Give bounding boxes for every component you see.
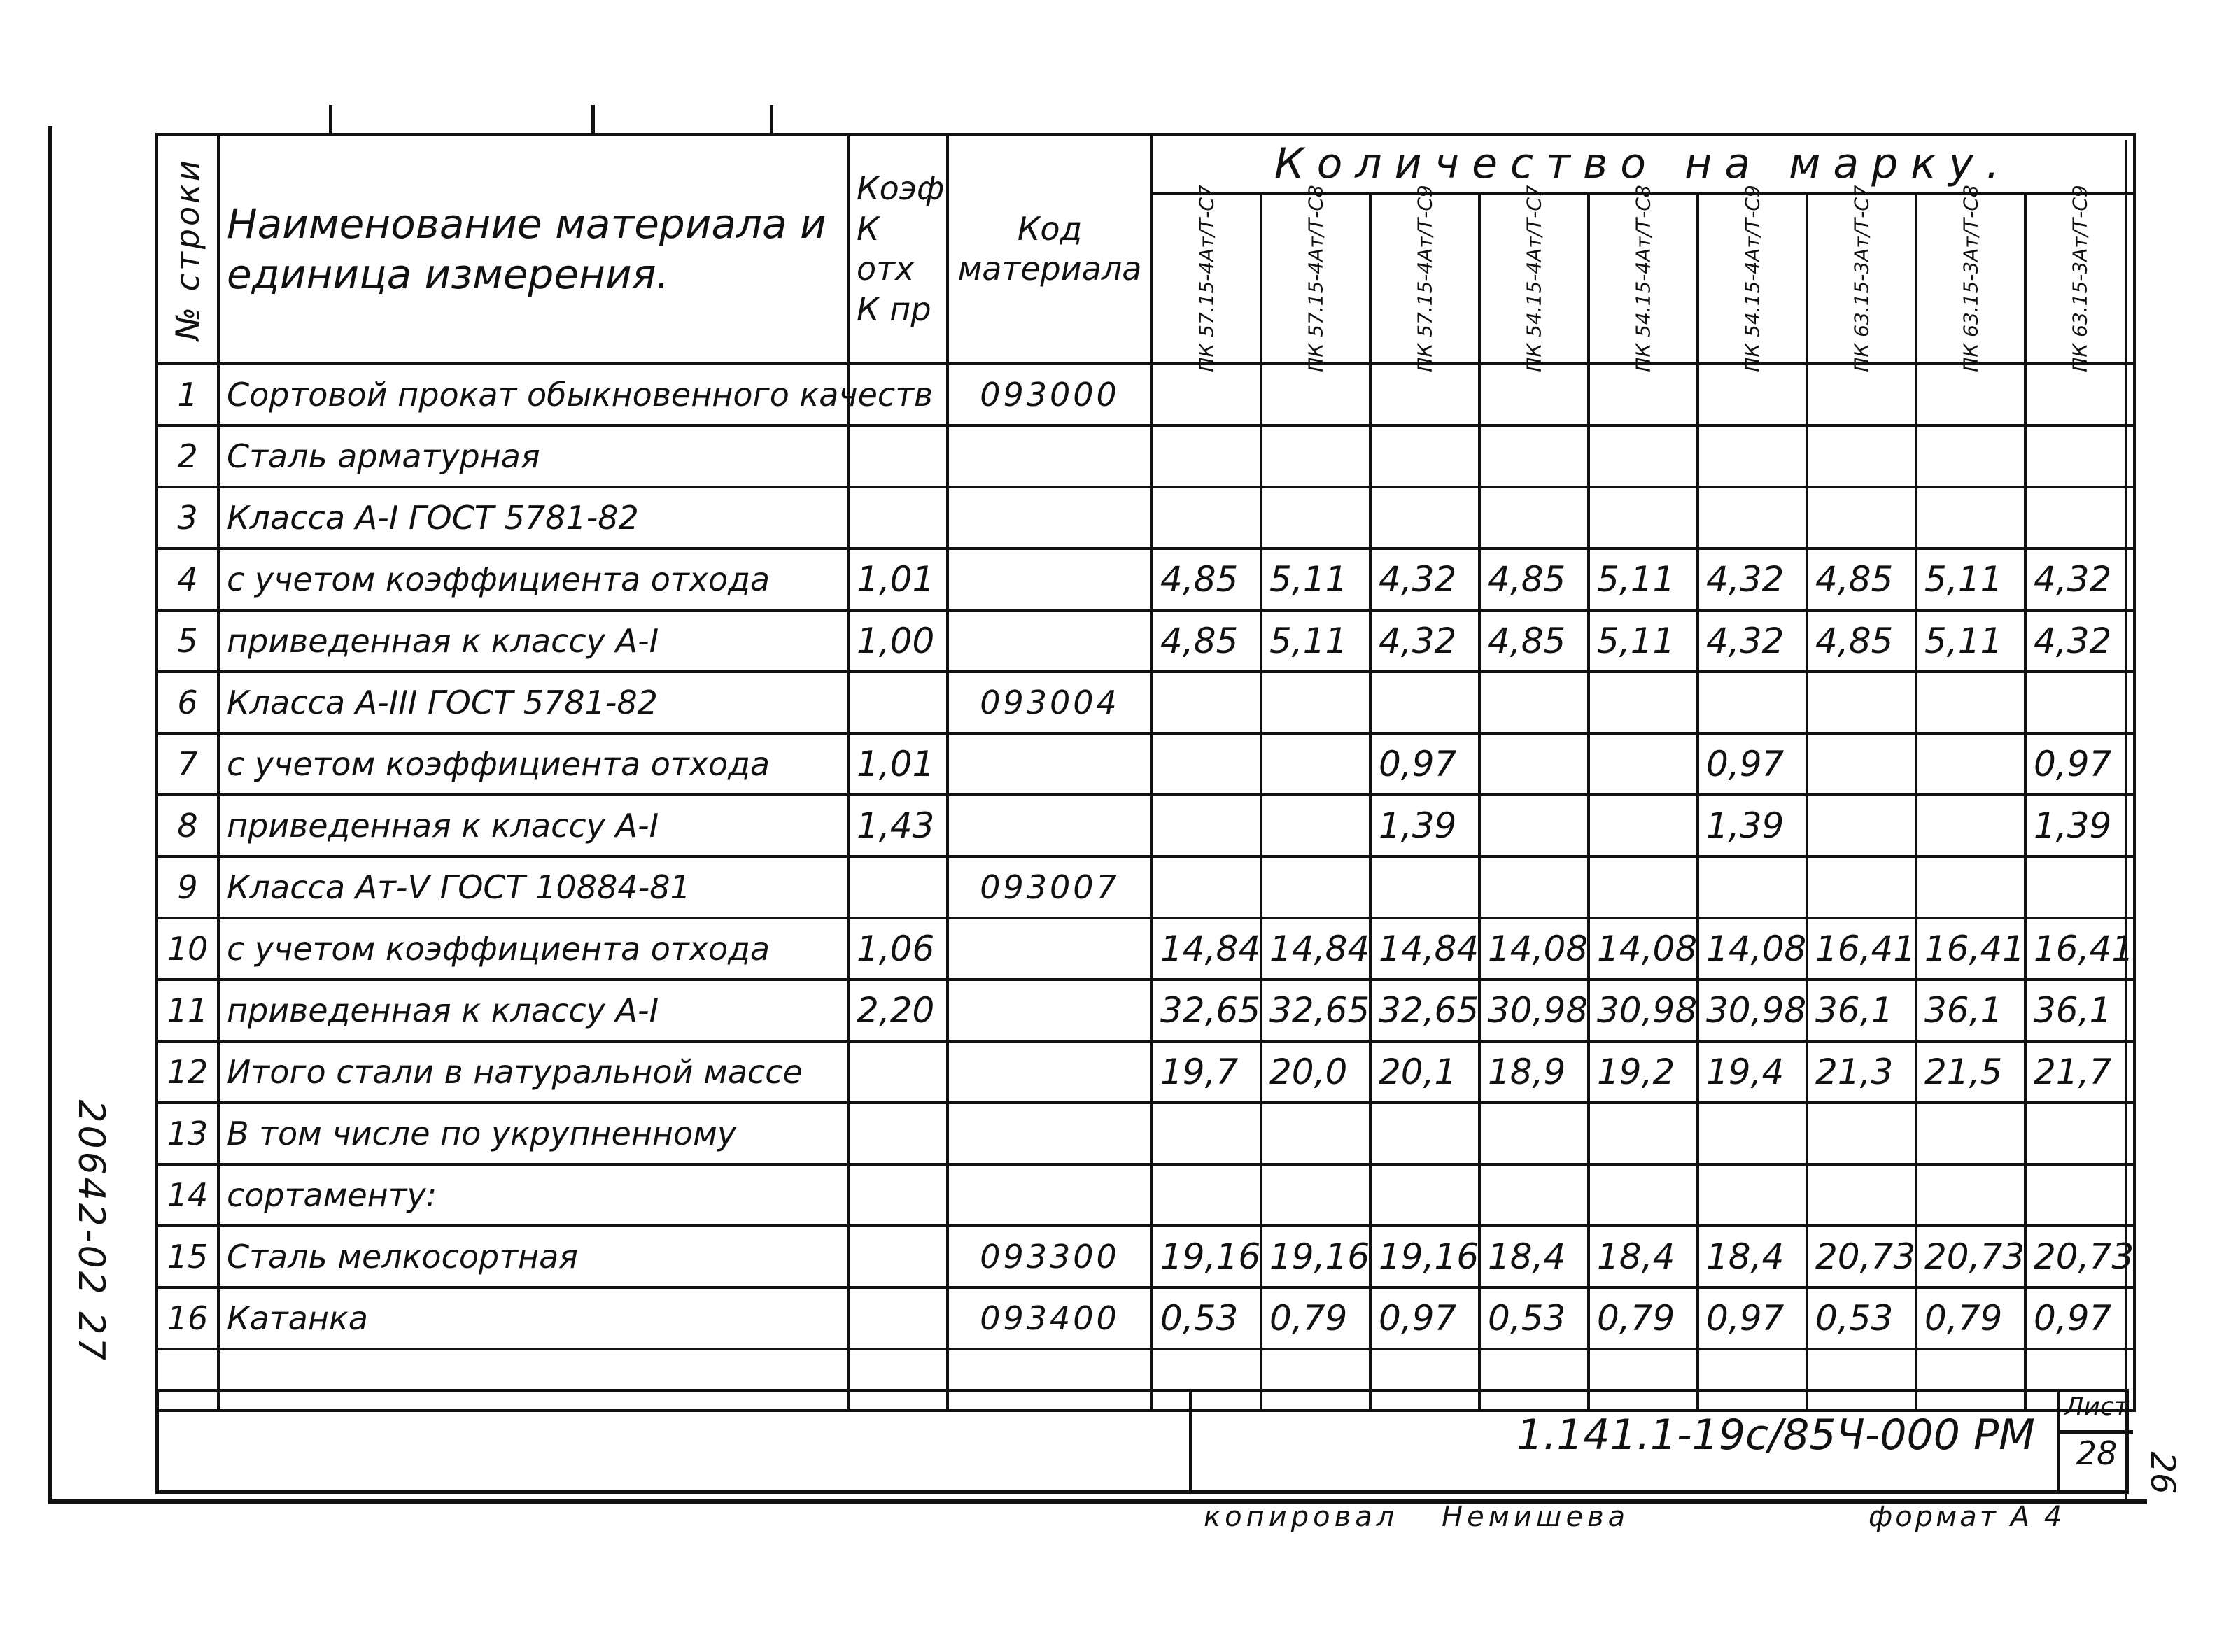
material-name-cell: Итого стали в натуральной массе bbox=[218, 1041, 848, 1103]
row-number-cell: 13 bbox=[157, 1103, 218, 1164]
frame-tick bbox=[591, 105, 595, 133]
quantity-cell bbox=[1807, 1164, 1916, 1226]
quantity-cell bbox=[1370, 856, 1479, 918]
quantity-cell: 14,84 bbox=[1370, 918, 1479, 980]
coefficient-cell bbox=[848, 856, 948, 918]
quantity-cell bbox=[1152, 795, 1261, 856]
table-row bbox=[157, 1041, 2134, 1103]
quantity-cell bbox=[1370, 672, 1479, 733]
quantity-cell: 4,32 bbox=[1370, 610, 1479, 672]
row-number-cell: 4 bbox=[157, 549, 218, 610]
title-block-divider bbox=[1189, 1392, 1192, 1490]
quantity-cell: 14,84 bbox=[1152, 918, 1261, 980]
quantity-cell bbox=[1589, 364, 1698, 425]
quantity-cell: 19,2 bbox=[1589, 1041, 1698, 1103]
quantity-cell bbox=[1479, 733, 1589, 795]
quantity-cell bbox=[1261, 1164, 1370, 1226]
quantity-cell: 19,4 bbox=[1698, 1041, 1807, 1103]
quantity-cell bbox=[1261, 1103, 1370, 1164]
material-code-cell bbox=[948, 487, 1152, 549]
coefficient-cell: 2,20 bbox=[848, 980, 948, 1041]
row-number-cell: 5 bbox=[157, 610, 218, 672]
quantity-cell bbox=[1698, 856, 1807, 918]
mark-header bbox=[1370, 185, 1479, 372]
quantity-cell: 21,5 bbox=[1916, 1041, 2025, 1103]
frame-tick bbox=[329, 105, 332, 133]
mark-label: ПК 63.15-3Aт/Т-С8 bbox=[1959, 185, 1983, 372]
coefficient-cell bbox=[848, 672, 948, 733]
mark-header bbox=[1152, 185, 1261, 372]
quantity-cell bbox=[1698, 487, 1807, 549]
quantity-cell: 14,08 bbox=[1589, 918, 1698, 980]
mark-header bbox=[1589, 185, 1698, 372]
quantity-cell: 0,97 bbox=[1698, 1287, 1807, 1349]
table-row bbox=[157, 918, 2134, 980]
row-number-cell: 6 bbox=[157, 672, 218, 733]
quantity-cell bbox=[1479, 425, 1589, 487]
quantity-cell bbox=[1152, 733, 1261, 795]
quantity-cell bbox=[1589, 487, 1698, 549]
row-number-cell: 8 bbox=[157, 795, 218, 856]
row-number-header bbox=[157, 134, 218, 364]
quantity-cell: 30,98 bbox=[1479, 980, 1589, 1041]
coefficient-cell bbox=[848, 1041, 948, 1103]
material-code-cell bbox=[948, 610, 1152, 672]
format-label: формат А 4 bbox=[1868, 1501, 2065, 1533]
quantity-cell bbox=[1589, 1103, 1698, 1164]
material-code-cell: 093300 bbox=[948, 1226, 1152, 1287]
quantity-cell bbox=[1698, 1164, 1807, 1226]
material-code-cell bbox=[948, 1041, 1152, 1103]
quantity-cell: 4,32 bbox=[2025, 549, 2134, 610]
coefficient-cell bbox=[848, 1287, 948, 1349]
quantity-cell bbox=[1261, 733, 1370, 795]
row-number-cell: 11 bbox=[157, 980, 218, 1041]
row-number-cell: 12 bbox=[157, 1041, 218, 1103]
quantity-cell bbox=[2025, 1103, 2134, 1164]
quantity-cell bbox=[2025, 487, 2134, 549]
quantity-cell: 18,4 bbox=[1589, 1226, 1698, 1287]
quantity-cell: 19,16 bbox=[1152, 1226, 1261, 1287]
material-name-cell: В том числе по укрупненному bbox=[218, 1103, 848, 1164]
materials-table-body bbox=[157, 364, 2134, 1411]
quantity-cell: 30,98 bbox=[1698, 980, 1807, 1041]
side-inventory-code-text: 20642-02 27 bbox=[70, 1099, 112, 1364]
quantity-cell: 16,41 bbox=[1916, 918, 2025, 980]
quantity-cell: 21,7 bbox=[2025, 1041, 2134, 1103]
quantity-cell bbox=[1916, 364, 2025, 425]
table-row bbox=[157, 549, 2134, 610]
sheet-box bbox=[2057, 1392, 2133, 1490]
table-row bbox=[157, 364, 2134, 425]
coefficient-cell: 1,01 bbox=[848, 549, 948, 610]
quantity-cell bbox=[1261, 672, 1370, 733]
quantity-cell bbox=[1152, 487, 1261, 549]
mark-label: ПК 63.15-3Aт/Т-С7 bbox=[1850, 185, 1873, 372]
material-code-cell bbox=[948, 795, 1152, 856]
quantity-cell: 1,39 bbox=[1698, 795, 1807, 856]
coefficient-cell: 1,00 bbox=[848, 610, 948, 672]
quantity-cell bbox=[2025, 672, 2134, 733]
quantity-cell bbox=[1698, 672, 1807, 733]
material-name-cell: приведенная к классу А-I bbox=[218, 980, 848, 1041]
quantity-cell bbox=[1589, 795, 1698, 856]
quantity-cell bbox=[1479, 672, 1589, 733]
quantity-cell bbox=[1916, 1103, 2025, 1164]
material-code-cell bbox=[948, 425, 1152, 487]
quantity-cell: 4,85 bbox=[1152, 549, 1261, 610]
quantity-cell: 4,85 bbox=[1152, 610, 1261, 672]
quantity-cell bbox=[1698, 425, 1807, 487]
quantity-cell: 0,53 bbox=[1479, 1287, 1589, 1349]
quantity-cell: 0,97 bbox=[1370, 1287, 1479, 1349]
mark-label: ПК 57.15-4Aт/Т-С8 bbox=[1304, 185, 1328, 372]
quantity-cell bbox=[1589, 425, 1698, 487]
mark-label: ПК 63.15-3Aт/Т-С9 bbox=[2068, 185, 2092, 372]
quantity-cell: 21,3 bbox=[1807, 1041, 1916, 1103]
quantity-cell bbox=[1916, 1164, 2025, 1226]
copied-by-label: копировал bbox=[1204, 1501, 1399, 1533]
coefficient-cell: 1,01 bbox=[848, 733, 948, 795]
quantity-cell bbox=[1916, 672, 2025, 733]
material-name-header-label: Наименование материала и единица измерения. bbox=[227, 199, 826, 298]
quantity-cell bbox=[1589, 856, 1698, 918]
quantity-cell bbox=[2025, 364, 2134, 425]
quantity-cell bbox=[1261, 856, 1370, 918]
quantity-cell bbox=[1916, 795, 2025, 856]
quantity-cell: 5,11 bbox=[1261, 610, 1370, 672]
quantity-cell: 0,79 bbox=[1589, 1287, 1698, 1349]
quantity-cell bbox=[1589, 733, 1698, 795]
quantity-cell: 20,0 bbox=[1261, 1041, 1370, 1103]
materials-table bbox=[155, 133, 2136, 1412]
quantity-cell: 18,4 bbox=[1698, 1226, 1807, 1287]
quantity-cell bbox=[2025, 856, 2134, 918]
row-number-cell: 9 bbox=[157, 856, 218, 918]
quantity-cell bbox=[1589, 672, 1698, 733]
material-name-header bbox=[218, 134, 848, 364]
frame-tick bbox=[770, 105, 773, 133]
quantity-cell: 18,9 bbox=[1479, 1041, 1589, 1103]
corner-page-number-text: 26 bbox=[2143, 1451, 2182, 1495]
quantity-cell: 18,4 bbox=[1479, 1226, 1589, 1287]
coefficient-cell bbox=[848, 1164, 948, 1226]
quantity-cell bbox=[1589, 1164, 1698, 1226]
material-name-cell: с учетом коэффициента отхода bbox=[218, 918, 848, 980]
quantity-cell: 20,73 bbox=[1916, 1226, 2025, 1287]
quantity-cell: 16,41 bbox=[2025, 918, 2134, 980]
quantity-cell: 0,97 bbox=[1698, 733, 1807, 795]
row-number-header-label: № строки bbox=[169, 157, 206, 341]
material-code-cell bbox=[948, 918, 1152, 980]
quantity-cell bbox=[1152, 856, 1261, 918]
table-row bbox=[157, 1164, 2134, 1226]
quantity-cell: 0,97 bbox=[2025, 1287, 2134, 1349]
row-number-cell: 16 bbox=[157, 1287, 218, 1349]
quantity-cell bbox=[1370, 487, 1479, 549]
quantity-cell: 5,11 bbox=[1589, 610, 1698, 672]
document-code: 1.141.1-19с/85Ч-000 РМ bbox=[1516, 1411, 2035, 1460]
quantity-cell: 4,85 bbox=[1479, 610, 1589, 672]
quantity-cell bbox=[1261, 364, 1370, 425]
coefficient-cell: 1,06 bbox=[848, 918, 948, 980]
material-name-cell: Класса А-III ГОСТ 5781-82 bbox=[218, 672, 848, 733]
material-code-cell bbox=[948, 1164, 1152, 1226]
quantity-cell bbox=[1479, 1164, 1589, 1226]
mark-header bbox=[1479, 185, 1589, 372]
quantity-cell bbox=[1370, 1103, 1479, 1164]
row-number-cell: 3 bbox=[157, 487, 218, 549]
table-row bbox=[157, 672, 2134, 733]
mark-label: ПК 57.15-4Aт/Т-С7 bbox=[1195, 185, 1218, 372]
quantity-cell: 20,73 bbox=[2025, 1226, 2134, 1287]
mark-label: ПК 57.15-4Aт/Т-С9 bbox=[1413, 185, 1437, 372]
sheet-label: Лист bbox=[2060, 1392, 2133, 1434]
title-block bbox=[155, 1389, 2129, 1494]
quantity-cell: 0,97 bbox=[1370, 733, 1479, 795]
quantity-cell bbox=[1916, 856, 2025, 918]
table-row bbox=[157, 856, 2134, 918]
quantity-cell bbox=[1370, 364, 1479, 425]
material-name-cell: сортаменту: bbox=[218, 1164, 848, 1226]
material-code-cell: 093400 bbox=[948, 1287, 1152, 1349]
quantity-cell bbox=[1807, 487, 1916, 549]
corner-page-number bbox=[2141, 1441, 2183, 1504]
mark-label: ПК 54.15-4Aт/Т-С8 bbox=[1631, 185, 1655, 372]
quantity-cell bbox=[1261, 487, 1370, 549]
quantity-cell: 36,1 bbox=[1807, 980, 1916, 1041]
table-row bbox=[157, 1226, 2134, 1287]
quantity-cell: 19,16 bbox=[1261, 1226, 1370, 1287]
material-code-cell: 093004 bbox=[948, 672, 1152, 733]
quantity-cell bbox=[2025, 425, 2134, 487]
table-row bbox=[157, 980, 2134, 1041]
material-name-cell: приведенная к классу А-I bbox=[218, 795, 848, 856]
quantity-cell bbox=[1370, 425, 1479, 487]
table-row bbox=[157, 733, 2134, 795]
coefficient-cell: 1,43 bbox=[848, 795, 948, 856]
quantity-cell bbox=[1916, 425, 2025, 487]
mark-label: ПК 54.15-4Aт/Т-С9 bbox=[1740, 185, 1764, 372]
mark-header bbox=[2025, 185, 2134, 372]
material-name-cell: Катанка bbox=[218, 1287, 848, 1349]
quantity-cell: 4,85 bbox=[1479, 549, 1589, 610]
material-code-cell bbox=[948, 549, 1152, 610]
material-name-cell: Сталь арматурная bbox=[218, 425, 848, 487]
mark-header bbox=[1261, 185, 1370, 372]
material-name-cell: с учетом коэффициента отхода bbox=[218, 549, 848, 610]
quantity-cell bbox=[1807, 364, 1916, 425]
table-row bbox=[157, 795, 2134, 856]
quantity-cell bbox=[2025, 1164, 2134, 1226]
quantity-cell: 0,97 bbox=[2025, 733, 2134, 795]
coefficient-cell bbox=[848, 425, 948, 487]
quantity-cell bbox=[1152, 1164, 1261, 1226]
quantity-cell: 5,11 bbox=[1589, 549, 1698, 610]
material-code-header-label: Код материала bbox=[957, 209, 1142, 288]
quantity-cell: 19,7 bbox=[1152, 1041, 1261, 1103]
quantity-cell: 36,1 bbox=[1916, 980, 2025, 1041]
quantity-cell bbox=[1698, 364, 1807, 425]
quantity-cell bbox=[1916, 733, 2025, 795]
quantity-cell: 0,79 bbox=[1261, 1287, 1370, 1349]
quantity-cell bbox=[1916, 487, 2025, 549]
quantity-cell: 14,08 bbox=[1479, 918, 1589, 980]
material-name-cell: Класса Ат-V ГОСТ 10884-81 bbox=[218, 856, 848, 918]
material-name-cell: Сортовой прокат обыкновенного качеств bbox=[218, 364, 848, 425]
quantity-cell: 5,11 bbox=[1261, 549, 1370, 610]
quantity-cell: 36,1 bbox=[2025, 980, 2134, 1041]
quantity-cell: 32,65 bbox=[1261, 980, 1370, 1041]
row-number-cell: 15 bbox=[157, 1226, 218, 1287]
quantity-cell: 14,84 bbox=[1261, 918, 1370, 980]
quantity-cell bbox=[1152, 1103, 1261, 1164]
quantity-cell bbox=[1807, 425, 1916, 487]
table-row bbox=[157, 1287, 2134, 1349]
material-code-cell bbox=[948, 733, 1152, 795]
copier-name: Немишева bbox=[1442, 1501, 1630, 1533]
quantity-cell bbox=[1807, 795, 1916, 856]
quantity-cell bbox=[1807, 1103, 1916, 1164]
quantity-cell bbox=[1479, 1103, 1589, 1164]
material-code-cell bbox=[948, 1103, 1152, 1164]
quantity-cell: 4,85 bbox=[1807, 549, 1916, 610]
quantity-cell: 5,11 bbox=[1916, 549, 2025, 610]
quantity-cell: 1,39 bbox=[2025, 795, 2134, 856]
quantity-cell bbox=[1152, 425, 1261, 487]
quantity-cell: 20,73 bbox=[1807, 1226, 1916, 1287]
quantity-cell bbox=[1807, 672, 1916, 733]
material-code-cell: 093000 bbox=[948, 364, 1152, 425]
mark-header bbox=[1807, 185, 1916, 372]
row-number-cell: 2 bbox=[157, 425, 218, 487]
sheet-number: 28 bbox=[2076, 1434, 2118, 1472]
material-code-header bbox=[948, 134, 1152, 364]
quantity-cell: 4,32 bbox=[1698, 549, 1807, 610]
material-code-cell: 093007 bbox=[948, 856, 1152, 918]
row-number-cell: 14 bbox=[157, 1164, 218, 1226]
header-row bbox=[157, 134, 2134, 193]
material-name-cell: Класса А-I ГОСТ 5781-82 bbox=[218, 487, 848, 549]
quantity-cell bbox=[1479, 487, 1589, 549]
material-name-cell: Сталь мелкосортная bbox=[218, 1226, 848, 1287]
mark-header bbox=[1916, 185, 2025, 372]
quantity-cell bbox=[1261, 795, 1370, 856]
coefficient-cell bbox=[848, 1103, 948, 1164]
quantity-cell: 20,1 bbox=[1370, 1041, 1479, 1103]
quantity-cell: 4,32 bbox=[1698, 610, 1807, 672]
quantity-cell bbox=[1261, 425, 1370, 487]
quantity-cell: 4,32 bbox=[1370, 549, 1479, 610]
row-number-cell: 10 bbox=[157, 918, 218, 980]
quantity-cell bbox=[1698, 1103, 1807, 1164]
quantity-cell: 4,32 bbox=[2025, 610, 2134, 672]
coefficient-cell bbox=[848, 487, 948, 549]
quantity-cell: 1,39 bbox=[1370, 795, 1479, 856]
side-inventory-code bbox=[70, 1099, 112, 1364]
coefficient-cell bbox=[848, 1226, 948, 1287]
material-code-cell bbox=[948, 980, 1152, 1041]
quantity-cell: 0,53 bbox=[1807, 1287, 1916, 1349]
quantity-cell bbox=[1152, 364, 1261, 425]
quantity-cell bbox=[1807, 733, 1916, 795]
coefficient-header bbox=[848, 134, 948, 364]
table-row bbox=[157, 610, 2134, 672]
quantity-cell bbox=[1479, 795, 1589, 856]
quantity-cell: 16,41 bbox=[1807, 918, 1916, 980]
quantity-cell bbox=[1152, 672, 1261, 733]
quantity-cell: 32,65 bbox=[1152, 980, 1261, 1041]
quantity-cell: 19,16 bbox=[1370, 1226, 1479, 1287]
quantity-cell bbox=[1807, 856, 1916, 918]
quantity-cell: 0,53 bbox=[1152, 1287, 1261, 1349]
quantity-cell bbox=[1479, 856, 1589, 918]
mark-label: ПК 54.15-4Aт/Т-С7 bbox=[1522, 185, 1546, 372]
quantity-cell: 32,65 bbox=[1370, 980, 1479, 1041]
quantity-cell: 30,98 bbox=[1589, 980, 1698, 1041]
coefficient-header-label: Коэф К отх К пр bbox=[857, 169, 945, 328]
table-row bbox=[157, 1103, 2134, 1164]
material-name-cell: приведенная к классу А-I bbox=[218, 610, 848, 672]
row-number-cell: 1 bbox=[157, 364, 218, 425]
mark-header bbox=[1698, 185, 1807, 372]
quantity-cell: 5,11 bbox=[1916, 610, 2025, 672]
material-name-cell: с учетом коэффициента отхода bbox=[218, 733, 848, 795]
row-number-cell: 7 bbox=[157, 733, 218, 795]
quantity-cell: 4,85 bbox=[1807, 610, 1916, 672]
table-row bbox=[157, 425, 2134, 487]
quantity-cell bbox=[1370, 1164, 1479, 1226]
quantity-cell bbox=[1479, 364, 1589, 425]
quantity-per-mark-label: Количество на марку. bbox=[1274, 139, 2013, 188]
table-row bbox=[157, 487, 2134, 549]
quantity-cell: 14,08 bbox=[1698, 918, 1807, 980]
quantity-cell: 0,79 bbox=[1916, 1287, 2025, 1349]
